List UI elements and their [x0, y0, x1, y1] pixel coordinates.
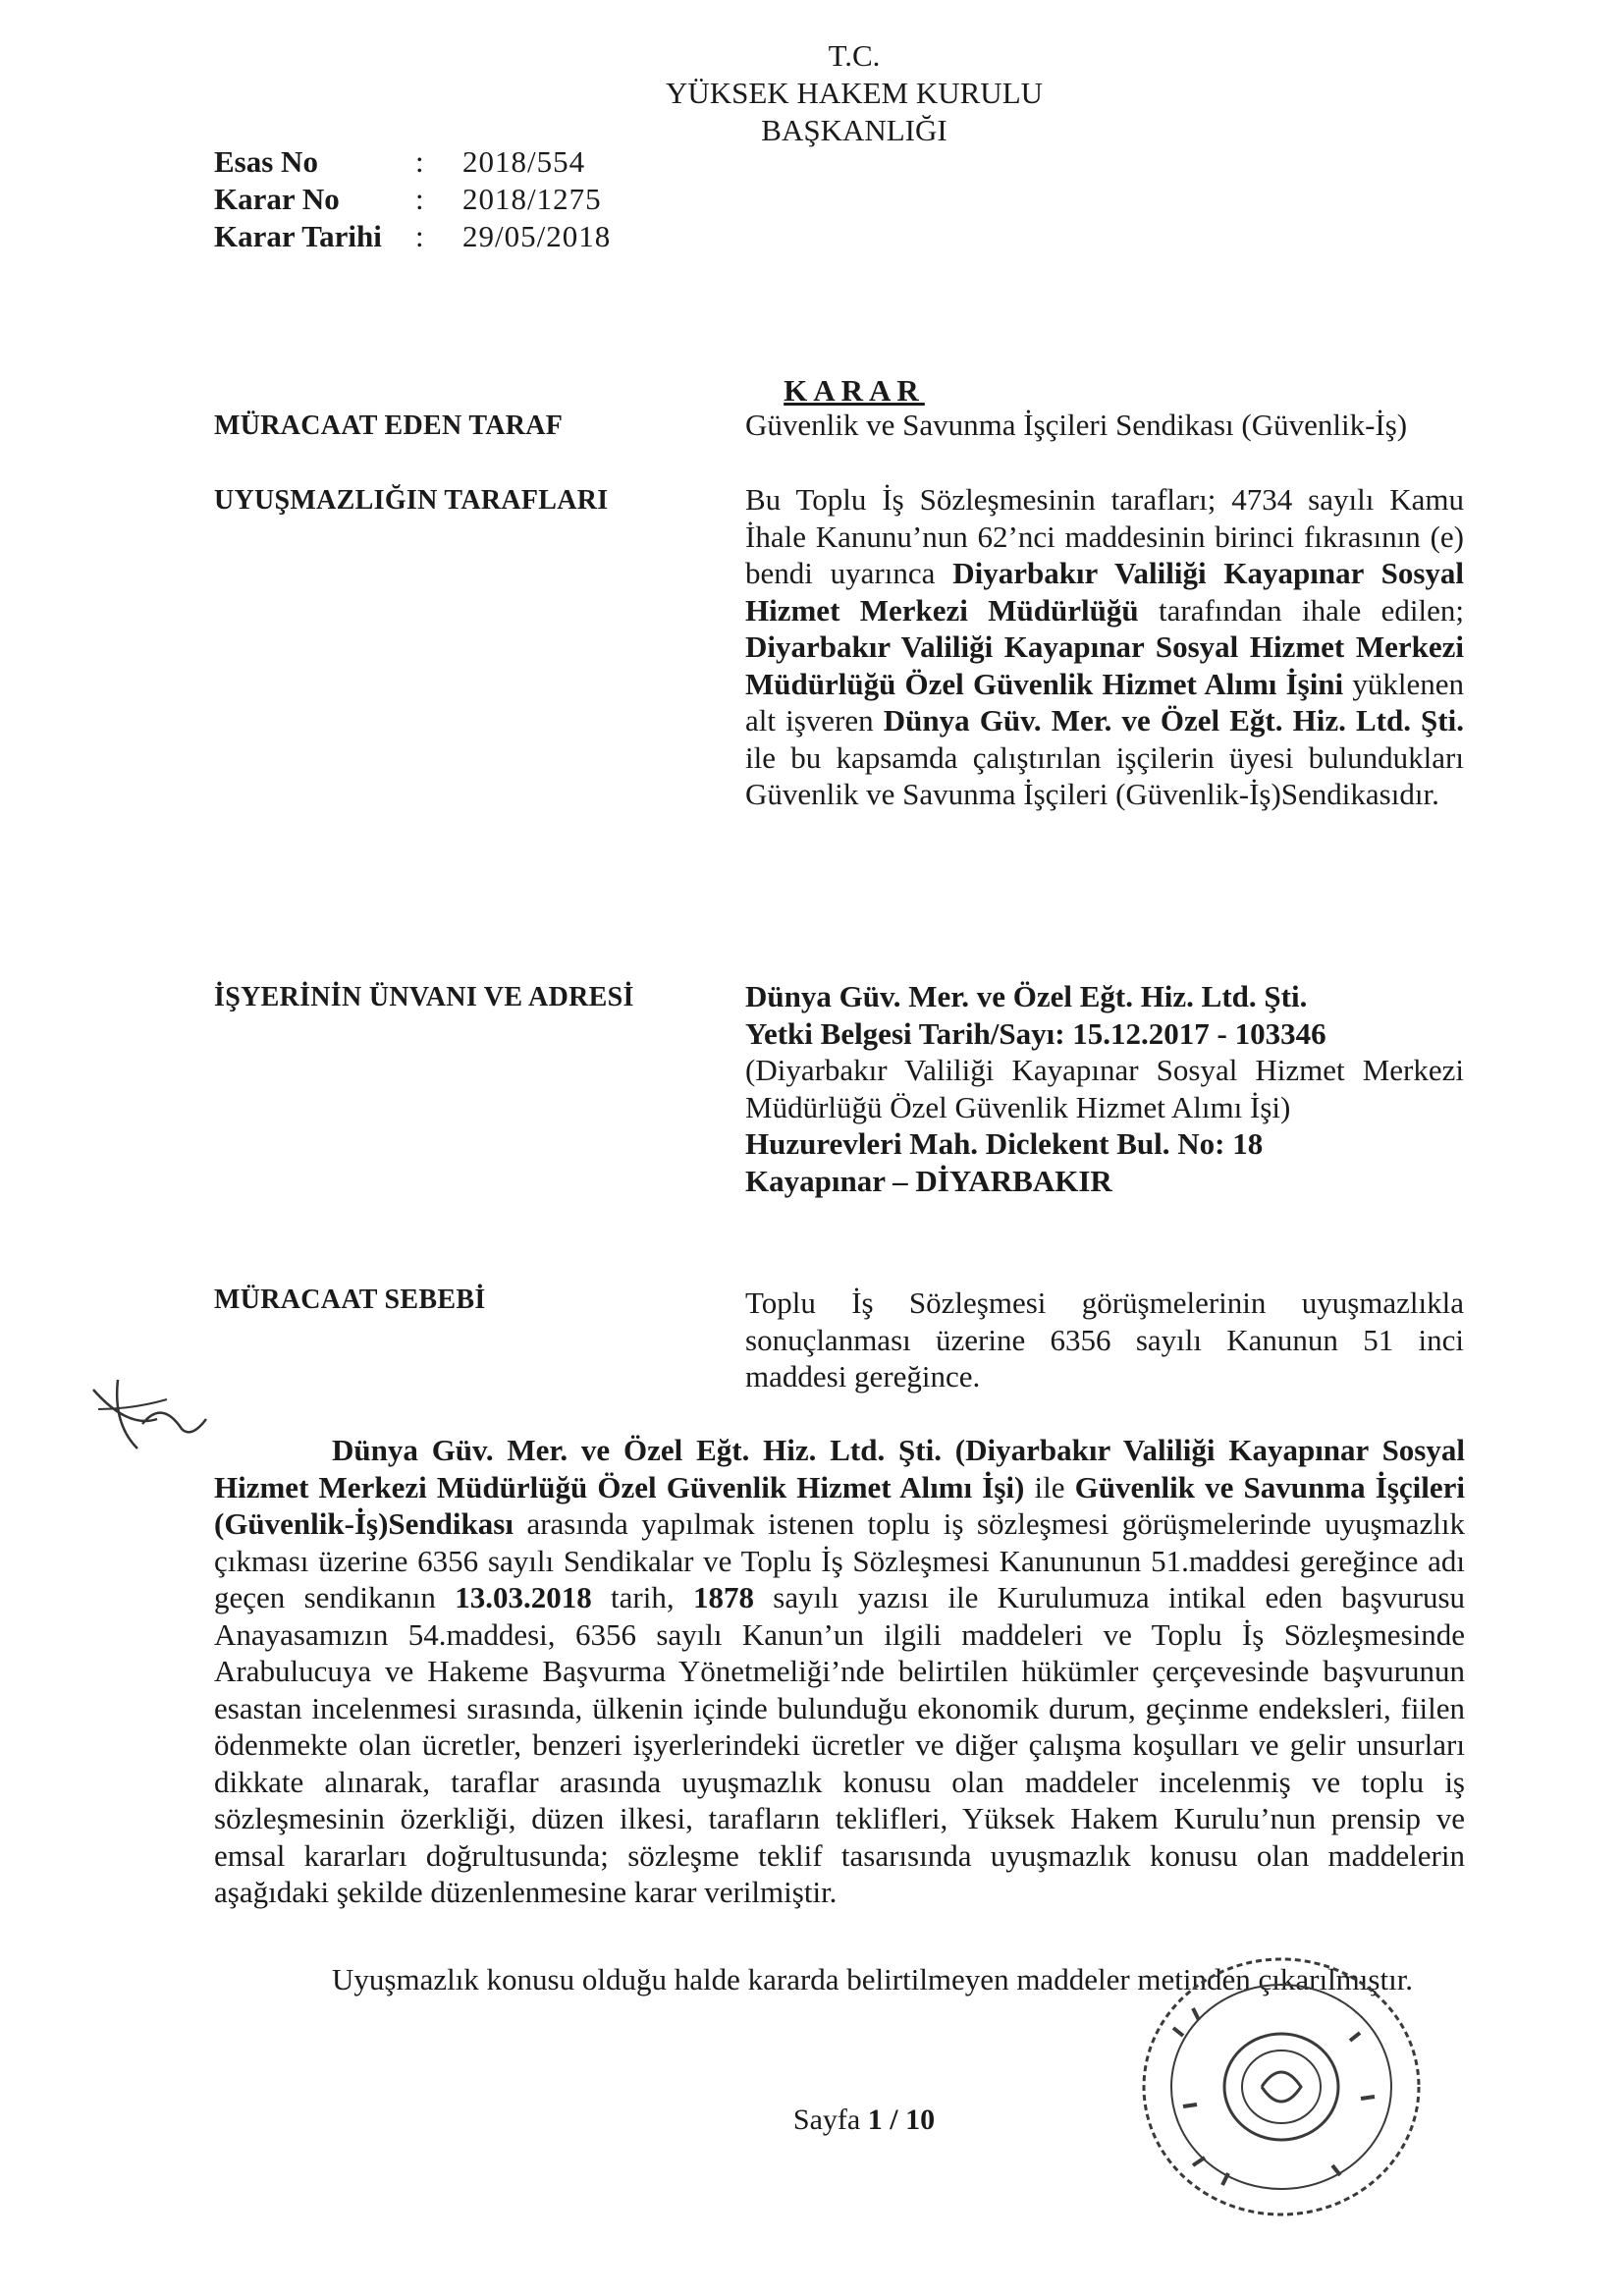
parties-text-part: Bu Toplu İş Sözleşmesinin tarafları; 4734 sayılı Kamu İhale Kanunu’nun 62’nci maddesinin birinci fıkrasının (e) bendi uyarınca — [745, 482, 1464, 590]
workplace-address-line2 — [745, 1163, 1464, 1200]
meta-tarih-row — [214, 218, 611, 255]
decision-bold-part: 1878 — [692, 1580, 754, 1614]
decision-text-part: ile — [1024, 1469, 1075, 1504]
workplace-name-text: Dünya Güv. Mer. ve Özel Eğt. Hiz. Ltd. Şti. — [745, 979, 1308, 1013]
parties-bold-part: Dünya Güv. Mer. ve Özel Eğt. Hiz. Ltd. Şti. — [883, 703, 1464, 738]
meta-esas-value: 2018/554 — [462, 144, 586, 179]
parties-bold-part: Diyarbakır Valiliği Kayapınar Sosyal Hizmet Merkezi Müdürlüğü — [745, 556, 1464, 628]
meta-esas-row — [214, 143, 611, 181]
removed-articles-paragraph: Uyuşmazlık konusu olduğu halde kararda belirtilmeyen maddeler metinden çıkarılmıştır. — [332, 1962, 1414, 1996]
workplace-address-line2-text: Kayapınar – DİYARBAKIR — [745, 1163, 1112, 1198]
workplace-description: (Diyarbakır Valiliği Kayapınar Sosyal Hizmet Merkezi Müdürlüğü Özel Güvenlik Hizmet Alımı İşi) — [745, 1053, 1464, 1124]
header-institution: YÜKSEK HAKEM KURULU — [665, 76, 1044, 110]
case-meta — [214, 143, 611, 255]
document-title: KARAR — [784, 373, 925, 408]
workplace-address-line1 — [745, 1125, 1464, 1163]
workplace-authorization — [745, 1015, 1464, 1053]
header-tc: T.C. — [828, 38, 881, 73]
decision-text-part: sayılı yazısı ile Kurulumuza intikal eden başvurusu Anayasamızın 54.maddesi, 6356 sayılı Kanun’un ilgili maddeleri ve Toplu İş Sözleşmesinde Arabulucuya ve Hakeme Başvurma Yönetmeliği’nde belirtilen hükümler çerçevesinde başvurunun esastan incelenmesi sırasında, ülkenin içinde bulunduğu ekonomik durum, geçinme endeksleri, fiilen ödenmekte olan ücretler, benzeri işyerlerindeki ücretler ve diğer çalışma koşulları ve gelir unsurları dikkate alınarak, taraflar arasında uyuşmazlık konusu olan maddeler incelenmiş ve toplu iş sözleşmesinin özerkliği, düzen ilkesi, tarafların teklifleri, Yüksek Hakem Kurulu’nun prensip ve emsal kararları doğrultusunda; sözleşme teklif tasarısında uyuşmazlık konusu olan maddelerin aşağıdaki şekilde düzenlenmesine karar verilmiştir. — [214, 1580, 1466, 1909]
workplace-address-line1-text: Huzurevleri Mah. Diclekent Bul. No: 18 — [745, 1126, 1264, 1161]
header-department: BAŞKANLIĞI — [761, 113, 947, 147]
meta-colon: : — [415, 182, 424, 216]
page-footer — [707, 2104, 1021, 2137]
meta-tarih-label: Karar Tarihi — [214, 219, 382, 253]
meta-colon: : — [415, 219, 424, 253]
decision-paragraph — [214, 1432, 1465, 1911]
official-seal-stamp — [1114, 1940, 1438, 2224]
meta-tarih-value: 29/05/2018 — [462, 219, 612, 253]
parties-bold-part: Diyarbakır Valiliği Kayapınar Sosyal Hizmet Merkezi Müdürlüğü Özel Güvenlik Hizmet Alımı İşini — [745, 629, 1464, 701]
applicant-text: Güvenlik ve Savunma İşçileri Sendikası (Güvenlik-İş) — [745, 408, 1408, 442]
reason-text: Toplu İş Sözleşmesi görüşmelerinin uyuşmazlıkla sonuçlanması üzerine 6356 sayılı Kanunun 51 inci maddesi gereğince. — [745, 1285, 1464, 1394]
page-number: 1 / 10 — [867, 2104, 936, 2136]
meta-esas-label: Esas No — [214, 144, 318, 179]
workplace-info — [745, 978, 1464, 1199]
meta-colon: : — [415, 144, 424, 179]
decision-bold-part: 13.03.2018 — [455, 1580, 592, 1614]
workplace-label: İŞYERİNİN ÜNVANI VE ADRESİ — [214, 982, 634, 1012]
parties-text-part: yüklenen alt işveren — [745, 666, 1464, 738]
handwritten-signature-mark — [88, 1370, 216, 1458]
page-prefix: Sayfa — [792, 2104, 868, 2136]
workplace-authorization-text: Yetki Belgesi Tarih/Sayı: 15.12.2017 - 103346 — [745, 1015, 1326, 1051]
parties-text-part: tarafından ihale edilen; — [1138, 592, 1464, 628]
parties-label: UYUŞMAZLIĞIN TARAFLARI — [214, 485, 609, 516]
document-header — [550, 37, 1159, 149]
workplace-name — [745, 978, 1464, 1015]
parties-text — [745, 481, 1464, 813]
reason-label: MÜRACAAT SEBEBİ — [214, 1285, 486, 1315]
meta-karar-row — [214, 181, 611, 218]
decision-text-part: arasında yapılmak istenen toplu iş sözleşmesi görüşmelerinde uyuşmazlık çıkması üzerine 6356 sayılı Sendikalar ve Toplu İş Sözleşmesi Kanununun 51.maddesi gereğince adı geçen sendikanın — [214, 1506, 1465, 1614]
meta-karar-value: 2018/1275 — [462, 182, 602, 216]
parties-text-part: ile bu kapsamda çalıştırılan işçilerin üyesi bulundukları Güvenlik ve Savunma İşçileri (Güvenlik-İş)Sendikasıdır. — [745, 739, 1464, 811]
decision-bold-part: Dünya Güv. Mer. ve Özel Eğt. Hiz. Ltd. Şti. (Diyarbakır Valiliği Kayapınar Sosyal Hizmet Merkezi Müdürlüğü Özel Güvenlik Hizmet Alımı İşi) — [214, 1433, 1465, 1504]
meta-karar-label: Karar No — [214, 182, 340, 216]
decision-text-part: tarih, — [591, 1580, 693, 1614]
applicant-label: MÜRACAAT EDEN TARAF — [214, 410, 564, 441]
decision-bold-part: Güvenlik ve Savunma İşçileri (Güvenlik-İş)Sendikası — [214, 1469, 1465, 1541]
